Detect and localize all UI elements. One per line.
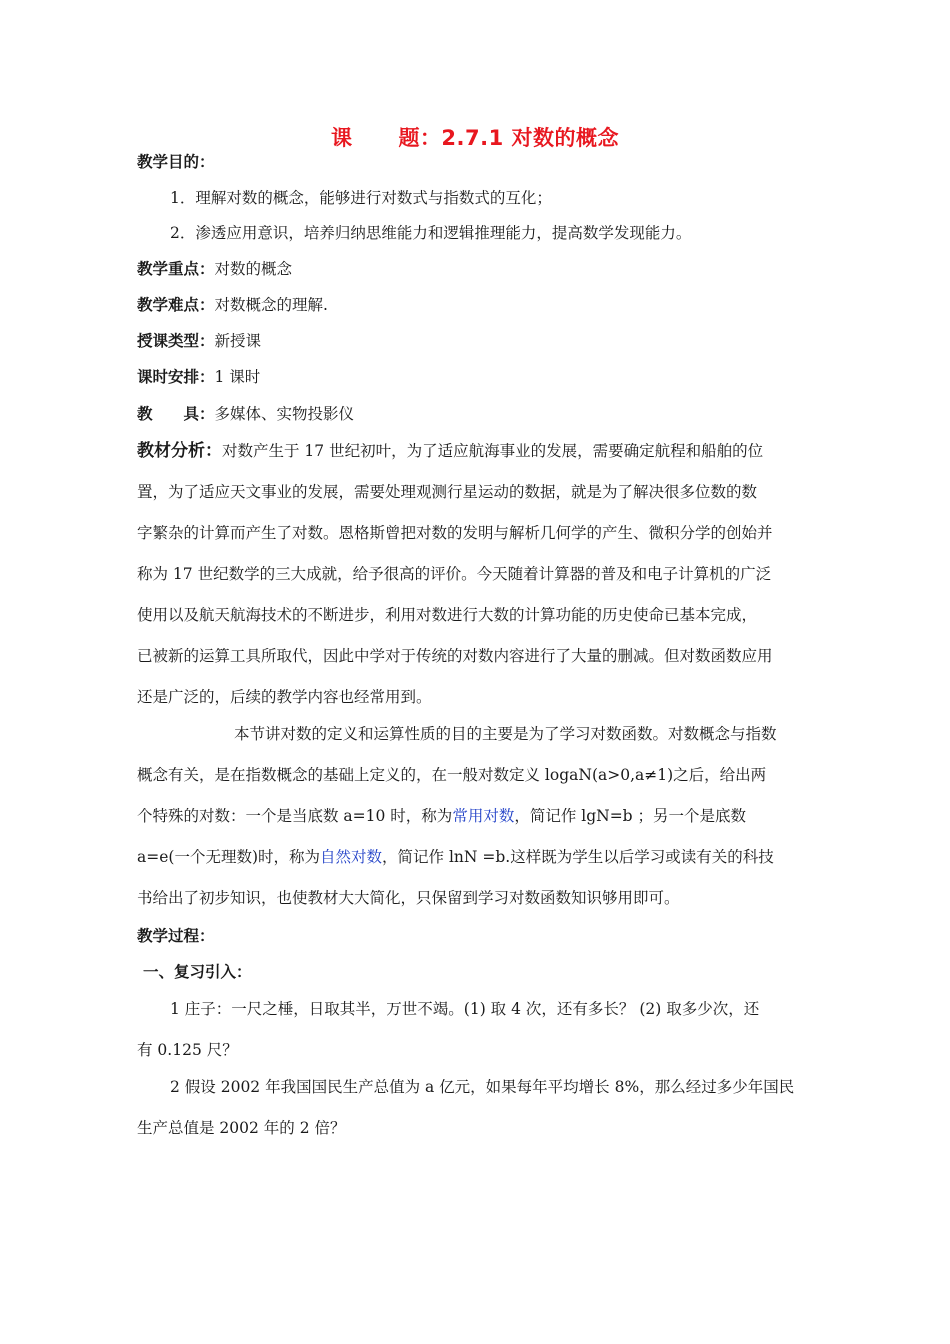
objective-item-1: 1．理解对数的概念，能够进行对数式与指数式的互化； [170,189,552,207]
analysis-line-4: 称为 17 世纪数学的三大成就，给予很高的评价。今天随着计算器的普及和电子计算机的广泛 [137,565,772,583]
question-1-line-2: 有 0.125 尺？ [137,1041,238,1059]
title-text: 题：2.7.1 对数的概念 [398,126,620,150]
question-1-line-1: 1 庄子：一尺之棰，日取其半，万世不竭。(1) 取 4 次，还有多长？ (2) 取多少次，还 [170,1000,760,1018]
focus-value: 对数的概念 [214,260,293,278]
analysis-line-7: 还是广泛的，后续的教学内容也经常用到。 [137,688,432,706]
term-natural-log: 自然对数 [320,848,383,866]
analysis-line-5: 使用以及航天航海技术的不断进步，利用对数进行大数的计算功能的历史使命已基本完成， [137,606,758,624]
objectives-heading: 教学目的： [137,153,215,171]
analysis-p2-line-5: 书给出了初步知识，也使教材大大简化，只保留到学习对数函数知识够用即可。 [137,889,680,907]
analysis-label: 教材分析： [137,441,222,461]
type-label: 授课类型： [137,332,215,350]
type-row [137,331,817,351]
focus-label: 教学重点： [137,260,215,278]
lesson-title [0,122,950,152]
analysis-text-1: 对数产生于 17 世纪初叶，为了适应航海事业的发展，需要确定航程和船舶的位 [222,442,764,460]
analysis-p2-line-2: 概念有关，是在指数概念的基础上定义的，在一般对数定义 logaN(a>0,a≠1)之后，给出两 [137,766,767,784]
hours-value: 1 课时 [214,368,261,386]
analysis-p2-line-4 [137,847,817,867]
analysis-line-3: 字繁杂的计算而产生了对数。恩格斯曾把对数的发明与解析几何学的产生、微积分学的创始并 [137,524,773,542]
p2-line4-a: a=e(一个无理数)时，称为 [137,848,320,866]
p2-line4-b: ，简记作 lnN =b.这样既为学生以后学习或读有关的科技 [382,848,774,866]
type-value: 新授课 [214,332,262,350]
analysis-line-2: 置，为了适应天文事业的发展，需要处理观测行星运动的数据，就是为了解决很多位数的数 [137,483,758,501]
title-label: 课 [330,126,353,150]
analysis-p2-line-3 [137,806,817,826]
difficulty-label: 教学难点： [137,296,215,314]
difficulty-row [137,295,817,315]
tools-label-a: 教 [137,405,153,423]
process-heading: 教学过程： [137,927,215,945]
tools-label-b: 具： [183,405,215,423]
tools-row [137,404,817,424]
analysis-line-1 [137,441,817,461]
section-review-heading: 一、复习引入： [143,963,252,981]
question-2-line-2: 生产总值是 2002 年的 2 倍？ [137,1119,346,1137]
p2-line3-a: 个特殊的对数：一个是当底数 a=10 时，称为 [137,807,453,825]
analysis-line-6: 已被新的运算工具所取代，因此中学对于传统的对数内容进行了大量的删减。但对数函数应用 [137,647,773,665]
tools-value: 多媒体、实物投影仪 [214,405,355,423]
question-2-line-1: 2 假设 2002 年我国国民生产总值为 a 亿元，如果每年平均增长 8%，那么经过多少年国民 [170,1078,795,1096]
hours-label: 课时安排： [137,368,215,386]
focus-row [137,259,817,279]
p2-line3-b: ，简记作 lgN=b ；另一个是底数 [514,807,747,825]
analysis-p2-line-1: 本节讲对数的定义和运算性质的目的主要是为了学习对数函数。对数概念与指数 [234,725,777,743]
objective-item-2: 2．渗透应用意识，培养归纳思维能力和逻辑推理能力，提高数学发现能力。 [170,224,692,242]
term-common-log: 常用对数 [452,807,515,825]
hours-row [137,367,817,387]
difficulty-value: 对数概念的理解. [214,296,328,314]
